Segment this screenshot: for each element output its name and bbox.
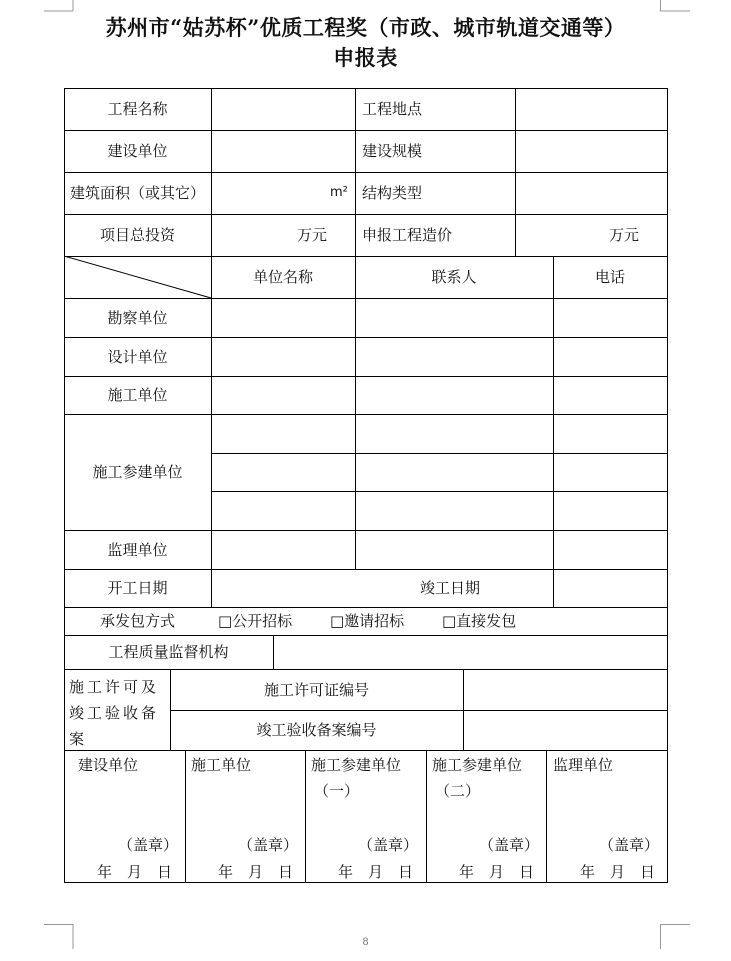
cost-unit-label: 万元 [609, 226, 640, 244]
seal-title: 监理单位 [553, 756, 614, 774]
label-permit-record: 施工许可及竣工验收备案 [69, 678, 160, 748]
input-participating-unit-phone[interactable] [554, 454, 667, 491]
input-project-location[interactable] [516, 89, 667, 130]
input-quality-agency[interactable] [274, 636, 667, 669]
input-design-unit-name[interactable] [212, 338, 355, 376]
label-project-location: 工程地点 [362, 100, 423, 118]
label-quality-agency: 工程质量监督机构 [108, 643, 229, 661]
input-participating-unit-name[interactable] [212, 454, 355, 491]
seal-title: 施工参建单位 [432, 756, 523, 774]
checkbox-open-tender[interactable]: □公开招标 [218, 612, 293, 630]
label-construction-scale: 建设规模 [362, 142, 423, 160]
label-building-area: 建筑面积（或其它） [69, 184, 205, 202]
form-subtitle: 申报表 [333, 45, 398, 70]
diagonal-header-line [64, 256, 212, 299]
label-construction-unit: 建设单位 [107, 142, 168, 160]
input-construction-company-phone[interactable] [554, 377, 667, 414]
label-structure-type: 结构类型 [362, 184, 423, 202]
seal-subtitle: （二） [435, 782, 481, 800]
input-participating-unit-contact[interactable] [356, 415, 553, 453]
header-contact: 联系人 [431, 268, 477, 286]
seal-date: 年 月 日 [218, 863, 294, 881]
label-supervision-unit: 监理单位 [107, 540, 168, 559]
label-survey-unit: 勘察单位 [107, 308, 168, 327]
label-permit-number: 施工许可证编号 [263, 680, 369, 699]
label-contract-mode: 承发包方式 [99, 612, 175, 630]
seal-title: 建设单位 [78, 756, 139, 774]
input-permit-number[interactable] [464, 670, 667, 710]
input-survey-unit-name[interactable] [212, 299, 355, 337]
input-design-unit-contact[interactable] [356, 338, 553, 376]
input-participating-unit-name[interactable] [212, 415, 355, 453]
label-total-investment: 项目总投资 [99, 226, 175, 244]
seal-stamp: （盖章） [238, 836, 299, 854]
input-survey-unit-phone[interactable] [554, 299, 667, 337]
page-number: 8 [362, 937, 369, 948]
crop-mark-top-right [660, 0, 690, 12]
crop-mark-top-left [44, 0, 74, 12]
investment-unit-label: 万元 [297, 226, 328, 244]
input-construction-scale[interactable] [516, 131, 667, 172]
label-start-date: 开工日期 [107, 579, 168, 597]
label-project-name: 工程名称 [107, 100, 168, 118]
input-start-date[interactable] [212, 570, 412, 607]
input-completion-date[interactable] [554, 570, 667, 607]
input-construction-unit[interactable] [212, 131, 355, 172]
input-project-name[interactable] [212, 89, 355, 130]
label-construction-company: 施工单位 [107, 386, 168, 404]
input-record-number[interactable] [464, 711, 667, 750]
input-supervision-unit-phone[interactable] [554, 531, 667, 569]
header-phone: 电话 [594, 268, 625, 286]
seal-title: 施工单位 [191, 756, 252, 774]
input-participating-unit-contact[interactable] [356, 454, 553, 491]
checkbox-invited-tender[interactable]: □邀请招标 [330, 612, 405, 630]
seal-stamp: （盖章） [358, 836, 419, 854]
seal-date: 年 月 日 [580, 863, 656, 881]
input-construction-company-contact[interactable] [356, 377, 553, 414]
label-design-unit: 设计单位 [107, 347, 168, 366]
seal-stamp: （盖章） [599, 836, 660, 854]
input-participating-unit-contact[interactable] [356, 492, 553, 530]
label-record-number: 竣工验收备案编号 [256, 721, 377, 739]
seal-stamp: （盖章） [118, 836, 179, 854]
input-design-unit-phone[interactable] [554, 338, 667, 376]
label-declared-cost: 申报工程造价 [362, 226, 453, 244]
header-unit-name: 单位名称 [252, 268, 313, 286]
input-declared-cost[interactable] [516, 215, 667, 256]
seal-stamp: （盖章） [479, 836, 540, 854]
area-unit-label: m² [330, 185, 348, 200]
checkbox-direct-contract[interactable]: □直接发包 [442, 612, 517, 630]
seal-date: 年 月 日 [459, 863, 535, 881]
input-construction-company-name[interactable] [212, 377, 355, 414]
input-participating-unit-name[interactable] [212, 492, 355, 530]
input-participating-unit-phone[interactable] [554, 415, 667, 453]
input-structure-type[interactable] [516, 173, 667, 214]
seal-date: 年 月 日 [97, 863, 173, 881]
input-supervision-unit-name[interactable] [212, 531, 355, 569]
form-title: 苏州市“姑苏杯”优质工程奖（市政、城市轨道交通等） [105, 15, 626, 40]
label-completion-date: 竣工日期 [420, 579, 481, 597]
seal-date: 年 月 日 [338, 863, 414, 881]
label-participating-unit: 施工参建单位 [92, 463, 183, 481]
seal-title: 施工参建单位 [311, 756, 402, 774]
input-total-investment[interactable] [212, 215, 355, 256]
input-survey-unit-contact[interactable] [356, 299, 553, 337]
input-supervision-unit-contact[interactable] [356, 531, 553, 569]
input-participating-unit-phone[interactable] [554, 492, 667, 530]
seal-subtitle: （一） [314, 782, 360, 800]
